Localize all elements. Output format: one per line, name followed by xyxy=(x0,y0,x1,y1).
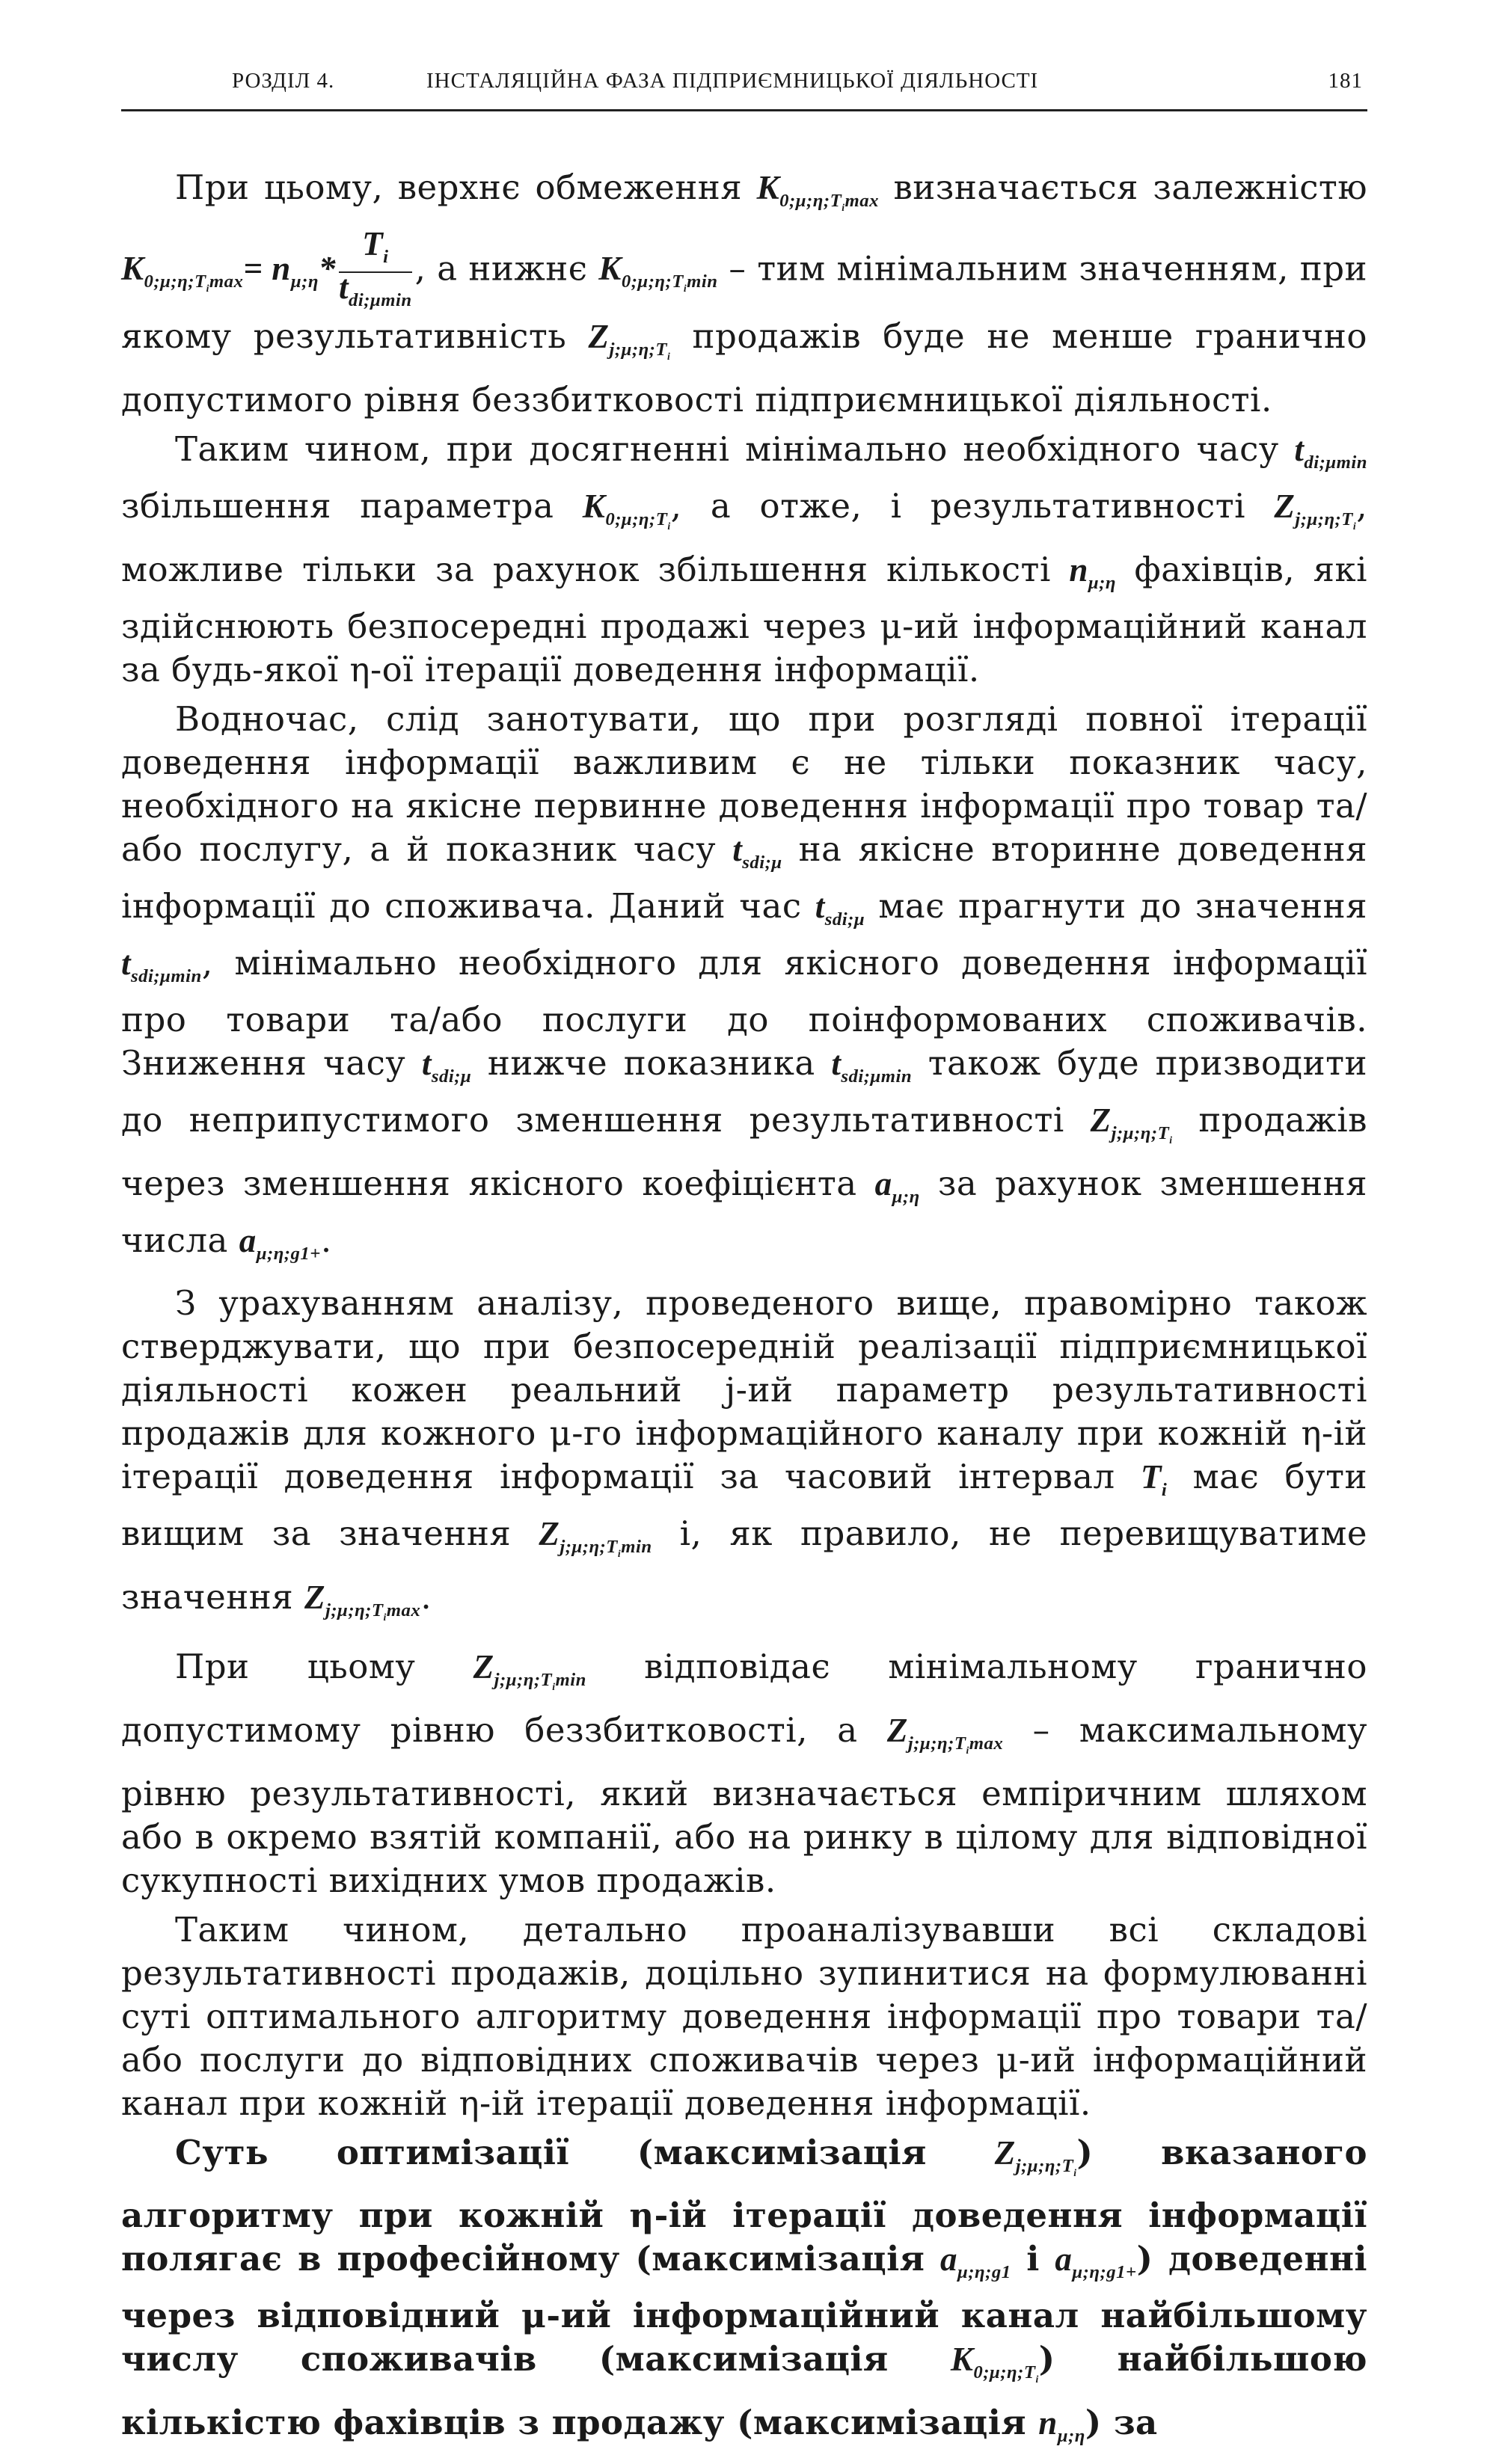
formula-subscript: sdi;μmin xyxy=(131,965,202,986)
formula-subscript: max xyxy=(209,271,244,292)
formula-subscript: sdi;μmin xyxy=(841,1066,913,1087)
formula-n xyxy=(1038,2404,1085,2447)
running-header xyxy=(121,66,1367,111)
formula-subscript: sdi;μ xyxy=(824,909,865,930)
text: -ий інформаційний канал найбільшому числу споживачів (максимізація xyxy=(121,2296,1367,2379)
formula-a xyxy=(874,1164,920,1207)
formula-symbol: Z xyxy=(1090,1101,1112,1139)
text: має прагнути до значення xyxy=(878,885,1367,926)
formula-symbol: K xyxy=(756,169,780,206)
text: Таким чином, при досягненні мінімально необхідного часу xyxy=(175,428,1279,469)
formula-subscript: max xyxy=(969,1733,1004,1754)
formula-subscript: μ;η xyxy=(892,1186,920,1207)
formula-symbol: T xyxy=(1140,1457,1162,1496)
text: ) найбільшою кількістю фахівців з продажу (максимізація xyxy=(121,2339,1367,2443)
formula-eta: η xyxy=(459,2083,480,2123)
formula-subscript: 0;μ;η;T xyxy=(779,191,842,211)
formula-subscript: i xyxy=(1035,2374,1039,2385)
text: -ій ітерації доведення інформації полягає в професійному (максимізація xyxy=(121,2196,1367,2279)
formula-t xyxy=(1140,1457,1168,1500)
text: -ий інформаційний канал за будь-якої xyxy=(121,606,1367,689)
text: При цьому, верхнє обмеження xyxy=(175,168,743,207)
paragraph-3 xyxy=(121,698,1367,1276)
text: – максимальному рівню результативності, який визначається емпіричним шляхом або в окремо взятій компанії, або на ринку в цілому для відповідної сукупності вихідних умов продажів. xyxy=(121,1709,1367,1900)
formula-subscript: min xyxy=(687,271,718,292)
formula-symbol: K xyxy=(582,487,606,525)
formula-subscript: i xyxy=(966,1744,969,1756)
text: на якісне вторинне доведення інформації до споживача. Даний час xyxy=(121,829,1367,926)
text: При цьому xyxy=(175,1646,416,1686)
text: , а отже, і результативності xyxy=(670,485,1245,526)
formula-symbol: t xyxy=(338,268,349,306)
formula-subscript: j;μ;η;T xyxy=(1111,1122,1170,1143)
formula-subscript: μ;η;g1+ xyxy=(256,1243,321,1264)
formula-mu: μ xyxy=(521,2296,547,2336)
formula-subscript: min xyxy=(621,1536,652,1557)
formula-subscript: j;μ;η;T xyxy=(325,1600,384,1620)
formula-t-di xyxy=(1294,430,1367,473)
formula-symbol: n xyxy=(1038,2404,1058,2442)
formula-k-max xyxy=(756,169,880,213)
formula-symbol: a xyxy=(874,1164,892,1202)
formula-symbol: Z xyxy=(994,2133,1016,2172)
formula-a-g1 xyxy=(940,2240,1011,2283)
paragraph-4 xyxy=(121,1282,1367,1639)
formula-symbol: Z xyxy=(473,1647,494,1686)
formula-symbol: K xyxy=(121,250,144,288)
formula-symbol: = n xyxy=(243,250,291,288)
text: -ий інформаційний канал при кожній xyxy=(121,2039,1367,2123)
formula-z xyxy=(588,317,671,362)
formula-subscript: μ;η xyxy=(1057,2426,1085,2447)
text: нижче показника xyxy=(487,1042,815,1083)
text: фахівців, які здійснюють безпосередні продажі через xyxy=(121,549,1367,646)
text: продажів буде не менше гранично допустимого рівня беззбитковості підприємницької діяльності. xyxy=(121,316,1367,420)
formula-symbol: t xyxy=(421,1044,432,1082)
formula-symbol: n xyxy=(1069,550,1088,589)
formula-k xyxy=(950,2341,1039,2385)
text: – тим мінімальним значенням, при якому результативність xyxy=(121,248,1367,356)
text: відповідає мінімальному гранично допустимому рівню беззбитковості, а xyxy=(121,1646,1367,1750)
text: ) доведенні через відповідний xyxy=(121,2239,1367,2336)
text: Суть оптимізації (максимізація xyxy=(175,2132,927,2172)
formula-subscript: j;μ;η;T xyxy=(560,1536,618,1557)
formula-subscript: μ;η;g1+ xyxy=(1072,2262,1137,2283)
formula-symbol: a xyxy=(239,1221,257,1259)
formula-z-max xyxy=(886,1711,1004,1756)
text: -ої ітерації доведення інформації. xyxy=(370,649,980,689)
formula-eta: η xyxy=(1301,1413,1322,1453)
formula-subscript: i xyxy=(667,350,671,362)
text: . xyxy=(320,1220,332,1260)
formula-n xyxy=(1069,550,1116,593)
text: за рахунок зменшення числа xyxy=(121,1163,1368,1260)
formula-subscript: μ;η xyxy=(290,271,319,292)
formula-a-g1plus xyxy=(239,1221,321,1264)
formula-subscript: j;μ;η;T xyxy=(494,1669,553,1690)
chapter-title: ІНСТАЛЯЦІЙНА ФАЗА ПІДПРИЄМНИЦЬКОЇ ДІЯЛЬНОСТІ xyxy=(426,69,1039,93)
formula-k xyxy=(582,487,671,532)
formula-subscript: i xyxy=(206,283,209,295)
formula-t-sdi-min xyxy=(831,1044,913,1087)
formula-symbol: t xyxy=(732,830,743,868)
formula-symbol: t xyxy=(1294,430,1305,468)
chapter-label: РОЗДІЛ 4. xyxy=(232,69,335,93)
formula-t-sdi xyxy=(421,1044,472,1087)
formula-symbol: Z xyxy=(588,317,610,355)
formula-z xyxy=(1274,487,1357,532)
formula-subscript: i xyxy=(552,1680,556,1692)
formula-subscript: i xyxy=(683,283,687,295)
formula-symbol: Z xyxy=(886,1711,908,1749)
formula-mu: μ xyxy=(880,606,903,646)
paragraph-1 xyxy=(121,166,1367,422)
formula-symbol: t xyxy=(121,944,132,982)
formula-operator: * xyxy=(318,250,336,288)
paragraph-5 xyxy=(121,1645,1367,1902)
text: , а нижнє xyxy=(414,248,588,289)
formula-subscript: sdi;μ xyxy=(742,852,782,873)
text: Таким чином, детально проаналізувавши всі складові результативності продажів, доцільно зупинитися на формулюванні суті оптимального алгоритму доведення інформації про товари та/або послуги до відповідних споживачів через xyxy=(121,1909,1367,2080)
formula-symbol: a xyxy=(940,2240,958,2279)
text: і, як правило, не перевищуватиме значення xyxy=(121,1513,1368,1617)
formula-symbol: a xyxy=(1055,2240,1073,2279)
fraction-denominator xyxy=(338,268,412,315)
page-number: 181 xyxy=(1328,69,1363,93)
formula-symbol: K xyxy=(598,250,622,288)
formula-subscript: min xyxy=(555,1669,586,1690)
formula-subscript: i xyxy=(617,1547,622,1559)
text: має бути вищим за значення xyxy=(121,1456,1367,1553)
formula-subscript: di;μmin xyxy=(348,289,412,310)
formula-subscript: i xyxy=(383,1611,387,1623)
formula-subscript: i xyxy=(667,520,671,532)
formula-subscript: μ;η;g1 xyxy=(957,2262,1011,2283)
text: Водночас, слід занотувати, що при розгляді повної ітерації доведення інформації важливим є не тільки показник часу, необхідного на якісне первинне доведення інформації про товар та/або послугу, а й показник часу xyxy=(121,698,1367,869)
formula-subscript: μ;η xyxy=(1088,572,1116,593)
formula-t-sdi xyxy=(815,887,865,930)
formula-t-sdi-min xyxy=(121,944,202,986)
fraction-numerator xyxy=(339,224,412,273)
formula-subscript: di;μmin xyxy=(1304,452,1367,473)
text: визначається залежністю xyxy=(893,168,1367,207)
formula-eta: η xyxy=(349,649,370,689)
formula-subscript: i xyxy=(842,201,845,213)
formula-subscript: i xyxy=(1352,520,1357,532)
formula-symbol: T xyxy=(362,224,384,262)
formula-symbol: Z xyxy=(1274,487,1296,525)
formula-subscript: max xyxy=(845,191,880,211)
text: збільшення параметра xyxy=(121,485,554,526)
text: продажів через зменшення якісного коефіцієнта xyxy=(121,1099,1367,1203)
formula-symbol: Z xyxy=(539,1514,560,1552)
text: також буде призводити до неприпустимого зменшення результативності xyxy=(121,1042,1368,1140)
formula-symbol: K xyxy=(950,2341,974,2379)
formula-subscript: max xyxy=(386,1600,421,1620)
formula-subscript: i xyxy=(1169,1134,1173,1146)
text: , можливе тільки за рахунок збільшення кількості xyxy=(121,485,1368,589)
formula-subscript: sdi;μ xyxy=(431,1066,472,1087)
formula-symbol: Z xyxy=(304,1578,325,1616)
formula-subscript: 0;μ;η;T xyxy=(605,509,668,529)
formula-symbol: t xyxy=(815,887,825,925)
formula-subscript: i xyxy=(1073,2166,1077,2178)
formula-eta: η xyxy=(629,2196,655,2236)
paragraph-7-bold xyxy=(121,2131,1367,2459)
formula-z-max xyxy=(304,1578,421,1623)
formula-subscript: i xyxy=(1161,1479,1168,1500)
text: -ій ітерації доведення інформації. xyxy=(479,2083,1091,2123)
formula-a-g1plus xyxy=(1055,2240,1137,2283)
formula-z-min xyxy=(539,1514,652,1559)
paragraph-2 xyxy=(121,428,1367,692)
formula-mu: μ xyxy=(549,1413,572,1453)
formula-subscript: j;μ;η;T xyxy=(1295,509,1353,529)
text: , мінімально необхідного для якісного доведення інформації про товари та/або послуги до поінформованих споживачів. Зниження часу xyxy=(121,942,1367,1083)
formula-symbol: t xyxy=(831,1044,842,1082)
paragraph-6 xyxy=(121,1908,1367,2125)
formula-subscript: j;μ;η;T xyxy=(907,1733,966,1754)
formula-subscript: 0;μ;η;T xyxy=(621,271,684,292)
formula-subscript: j;μ;η;T xyxy=(609,339,668,360)
formula-z xyxy=(994,2133,1077,2178)
page-body xyxy=(121,166,1367,2464)
text: ) за xyxy=(1085,2403,1158,2443)
formula-z-min xyxy=(473,1647,586,1692)
formula-subscript: j;μ;η;T xyxy=(1015,2155,1074,2176)
formula-z xyxy=(1090,1101,1173,1146)
formula-subscript: i xyxy=(383,246,389,267)
formula-subscript: 0;μ;η;T xyxy=(973,2362,1036,2383)
fraction xyxy=(338,224,412,315)
text: ) вказаного алгоритму при кожній xyxy=(121,2132,1367,2236)
formula-k-min xyxy=(598,250,718,295)
formula-subscript: 0;μ;η;T xyxy=(144,271,206,292)
formula-mu: μ xyxy=(996,2039,1019,2080)
text: і xyxy=(1026,2239,1040,2279)
text: -го інформаційного каналу при кожній xyxy=(571,1413,1288,1453)
text: З урахуванням аналізу, проведеного вище, правомірно також стверджувати, що при безпосередній реалізації підприємницької діяльності кожен реальний j-ий параметр результативності продажів для кожного xyxy=(121,1282,1367,1453)
text: . xyxy=(420,1576,432,1617)
text: -ій ітерації доведення інформації за часовий інтервал xyxy=(121,1413,1367,1496)
formula-t-sdi xyxy=(732,830,782,873)
